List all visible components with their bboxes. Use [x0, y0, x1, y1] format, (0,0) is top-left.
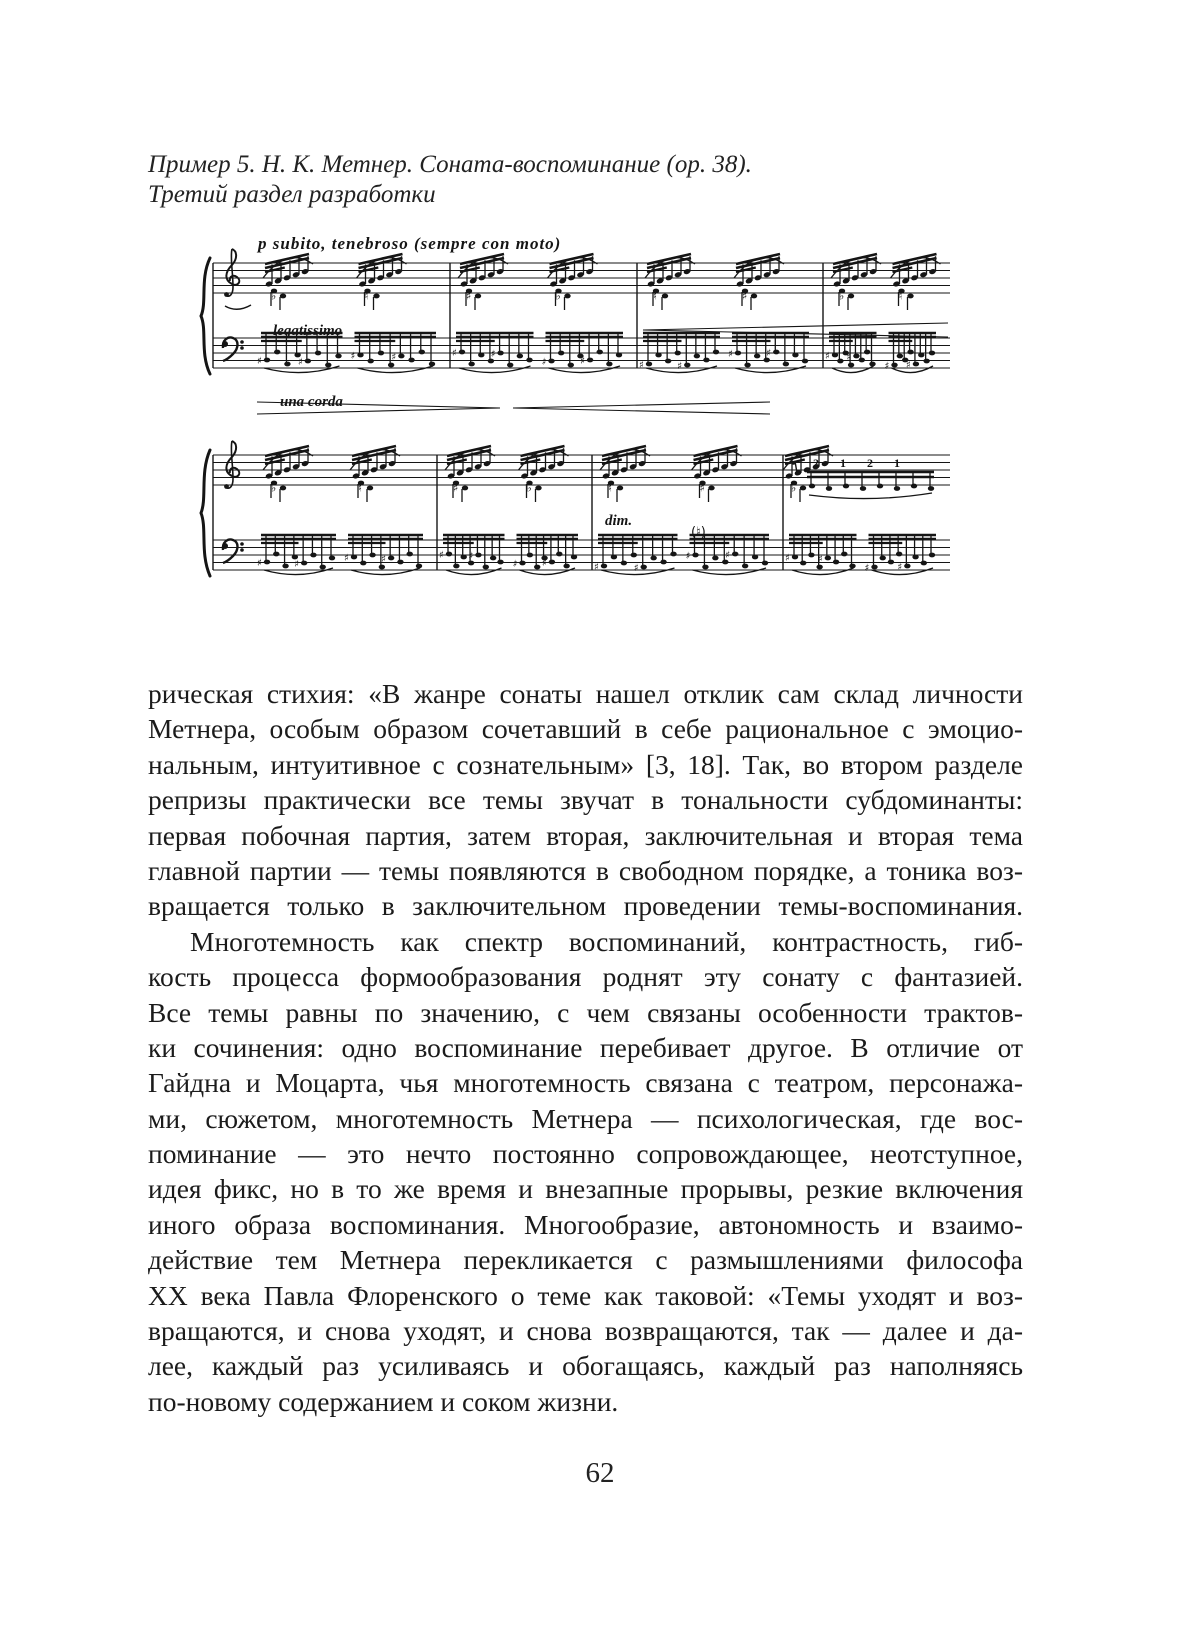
- note-group: [357, 254, 407, 310]
- text-line: XX века Павла Флоренского о теме как таковой: «Темы уходят и воз-: [148, 1279, 1023, 1311]
- slur: [792, 568, 854, 575]
- svg-text:♭: ♭: [555, 289, 561, 303]
- svg-text:♯: ♯: [864, 563, 870, 574]
- slur: [520, 568, 576, 575]
- svg-text:♯: ♯: [905, 360, 911, 371]
- svg-text:♯: ♯: [897, 562, 903, 573]
- text-line: Многотемность как спектр воспоминаний, контрастность, гиб-: [190, 925, 1023, 957]
- note-group: [600, 446, 650, 502]
- svg-text:♯: ♯: [257, 558, 262, 569]
- svg-text:♯: ♯: [825, 351, 830, 362]
- svg-text:♯: ♯: [728, 349, 733, 360]
- grand-staff-brace: [201, 450, 210, 576]
- system-1: [201, 249, 950, 374]
- text-line: нальным, интуитивное с сознательным» [3, 18]. Так, во втором разделе: [148, 748, 1023, 780]
- natural-accidental-marking: (♮): [691, 525, 706, 540]
- text-line: ми, сюжетом, многотемность Метнера — психологическая, где вос-: [148, 1102, 1023, 1134]
- text-line: иного образа воспоминания. Многообразие, автономность и взаимо-: [148, 1208, 1023, 1240]
- body-text: [148, 676, 1023, 1419]
- note-group: [785, 535, 857, 575]
- text-line: вращается только в заключительном проведении темы-воспоминания.: [148, 890, 1023, 922]
- svg-text:♮: ♮: [653, 289, 657, 303]
- slur: [892, 366, 934, 373]
- text-line: по-новому содержанием и соком жизни.: [148, 1385, 619, 1417]
- svg-text:♯: ♯: [677, 361, 683, 372]
- svg-text:♯: ♯: [452, 348, 457, 359]
- svg-text:♭: ♭: [839, 289, 845, 303]
- svg-text:♯: ♯: [297, 357, 303, 368]
- svg-text:♯: ♯: [294, 559, 299, 570]
- svg-text:♯: ♯: [344, 553, 349, 564]
- note-group: [458, 254, 508, 310]
- svg-text:♯: ♯: [785, 553, 790, 564]
- treble-clef-icon: [224, 441, 239, 489]
- svg-text:♯: ♯: [639, 360, 644, 371]
- caption-line-1: Пример 5. Н. К. Метнер. Соната-воспоминание (ор. 38).: [148, 151, 752, 178]
- text-line: репризы практически все темы звучат в тональности субдоминанты:: [148, 784, 1023, 816]
- text-line: действие тем Метнера перекликается с размышлениями философа: [148, 1244, 1023, 1276]
- note-group: [263, 254, 313, 310]
- svg-text:♯: ♯: [381, 554, 386, 565]
- grand-staff-brace: [201, 258, 210, 374]
- caption-line-2: Третий раздел разработки: [148, 181, 436, 208]
- legatissimo-marking: legatissimo: [273, 323, 343, 339]
- text-line: лее, каждый раз усиливаясь и обогащаясь, каждый раз наполняясь: [148, 1350, 1023, 1382]
- text-line: главной партии — темы появляются в свободном порядке, а тоника воз-: [148, 854, 1023, 886]
- svg-text:♯: ♯: [846, 352, 852, 363]
- bass-clef-icon: [222, 539, 244, 563]
- svg-text:♯: ♯: [817, 554, 823, 565]
- svg-text:♯: ♯: [439, 550, 444, 561]
- slur: [735, 366, 806, 373]
- svg-text:♯: ♯: [466, 289, 472, 303]
- note-group: [350, 446, 400, 502]
- slur: [809, 493, 932, 499]
- svg-text:♯: ♯: [766, 348, 772, 359]
- svg-text:♭: ♭: [526, 481, 532, 495]
- treble-clef-icon: [224, 249, 239, 297]
- svg-text:♯: ♯: [633, 563, 639, 574]
- note-group: [645, 254, 695, 310]
- example-caption: [148, 150, 752, 210]
- note-group: [445, 446, 495, 502]
- svg-text:♯: ♯: [541, 558, 547, 569]
- note-group: [734, 254, 784, 310]
- slur: [693, 568, 767, 575]
- bass-clef-icon: [222, 337, 244, 361]
- text-line: Метнера, особым образом сочетавший в себе рациональное с эмоцио-: [148, 713, 1023, 745]
- sheet-music: [195, 226, 960, 606]
- text-line: вращаются, и снова уходят, и снова возвращаются, так — далее и да-: [148, 1315, 1023, 1347]
- svg-text:♯: ♯: [594, 562, 599, 573]
- crescendo-hairpin: [643, 323, 948, 330]
- svg-text:♮: ♮: [364, 289, 369, 303]
- dim-marking: dim.: [605, 513, 633, 529]
- tie: [225, 305, 251, 309]
- fingering-numbers: 2 1 2 1: [813, 456, 909, 470]
- svg-text:♯: ♯: [490, 349, 496, 360]
- svg-text:♯: ♯: [453, 481, 459, 495]
- text-line: идея фикс, но в то же время и внезапные прорывы, резкие включения: [148, 1173, 1023, 1205]
- svg-text:♯: ♯: [512, 559, 518, 570]
- svg-text:♯: ♯: [699, 481, 705, 495]
- slur: [446, 568, 502, 575]
- svg-text:♯: ♯: [725, 550, 731, 561]
- tempo-marking: p subito, tenebroso (sempre con moto): [258, 234, 562, 253]
- svg-text:♯: ♯: [541, 357, 547, 368]
- note-group: [783, 446, 833, 502]
- text-line: Все темы равны по значению, с чем связаны особенности трактов-: [148, 996, 1023, 1028]
- svg-text:♯: ♯: [580, 356, 585, 367]
- text-line: Гайдна и Моцарта, чья многотемность связана с театром, персонажа-: [148, 1067, 1023, 1099]
- svg-text:♯: ♯: [468, 551, 474, 562]
- svg-text:♯: ♯: [350, 351, 356, 362]
- text-line: рическая стихия: «В жанре сонаты нашел отклик сам склад личности: [148, 678, 1023, 709]
- note-group: [831, 254, 881, 310]
- svg-text:♮: ♮: [358, 481, 362, 495]
- page-number: 62: [585, 1457, 615, 1489]
- system-2: [201, 402, 950, 576]
- svg-text:♮: ♮: [608, 481, 612, 495]
- slur: [872, 568, 934, 575]
- svg-text:♯: ♯: [685, 551, 691, 562]
- note-group: [692, 446, 742, 502]
- note-group: [891, 254, 941, 310]
- text-line: поминание — это нечто постоянно сопровождающее, неотступное,: [148, 1138, 1023, 1170]
- note-group: [548, 254, 598, 310]
- text-line: первая побочная партия, затем вторая, заключительная и вторая тема: [148, 819, 1023, 851]
- svg-text:♯: ♯: [742, 289, 748, 303]
- music-notation: [201, 249, 950, 576]
- text-line: кость процесса формообразования роднят эту сонату с фантазией.: [148, 961, 1023, 993]
- svg-text:♯: ♯: [257, 356, 262, 367]
- text-line: ки сочинения: одно воспоминание перебивает другое. В отличие от: [148, 1031, 1023, 1063]
- slur: [459, 366, 531, 373]
- crescendo-hairpin: [513, 408, 770, 414]
- crescendo-hairpin: [513, 402, 770, 408]
- slur: [358, 366, 434, 373]
- svg-text:♭: ♭: [791, 481, 797, 495]
- svg-text:♯: ♯: [884, 361, 890, 372]
- svg-text:♮: ♮: [898, 289, 903, 303]
- svg-text:♯: ♯: [391, 352, 397, 363]
- slur: [351, 568, 420, 575]
- una-corda-marking: una corda: [280, 394, 343, 410]
- svg-text:♭: ♭: [271, 481, 277, 495]
- note-group: [263, 446, 313, 502]
- note-group: [519, 446, 569, 502]
- svg-text:♭: ♭: [271, 289, 277, 303]
